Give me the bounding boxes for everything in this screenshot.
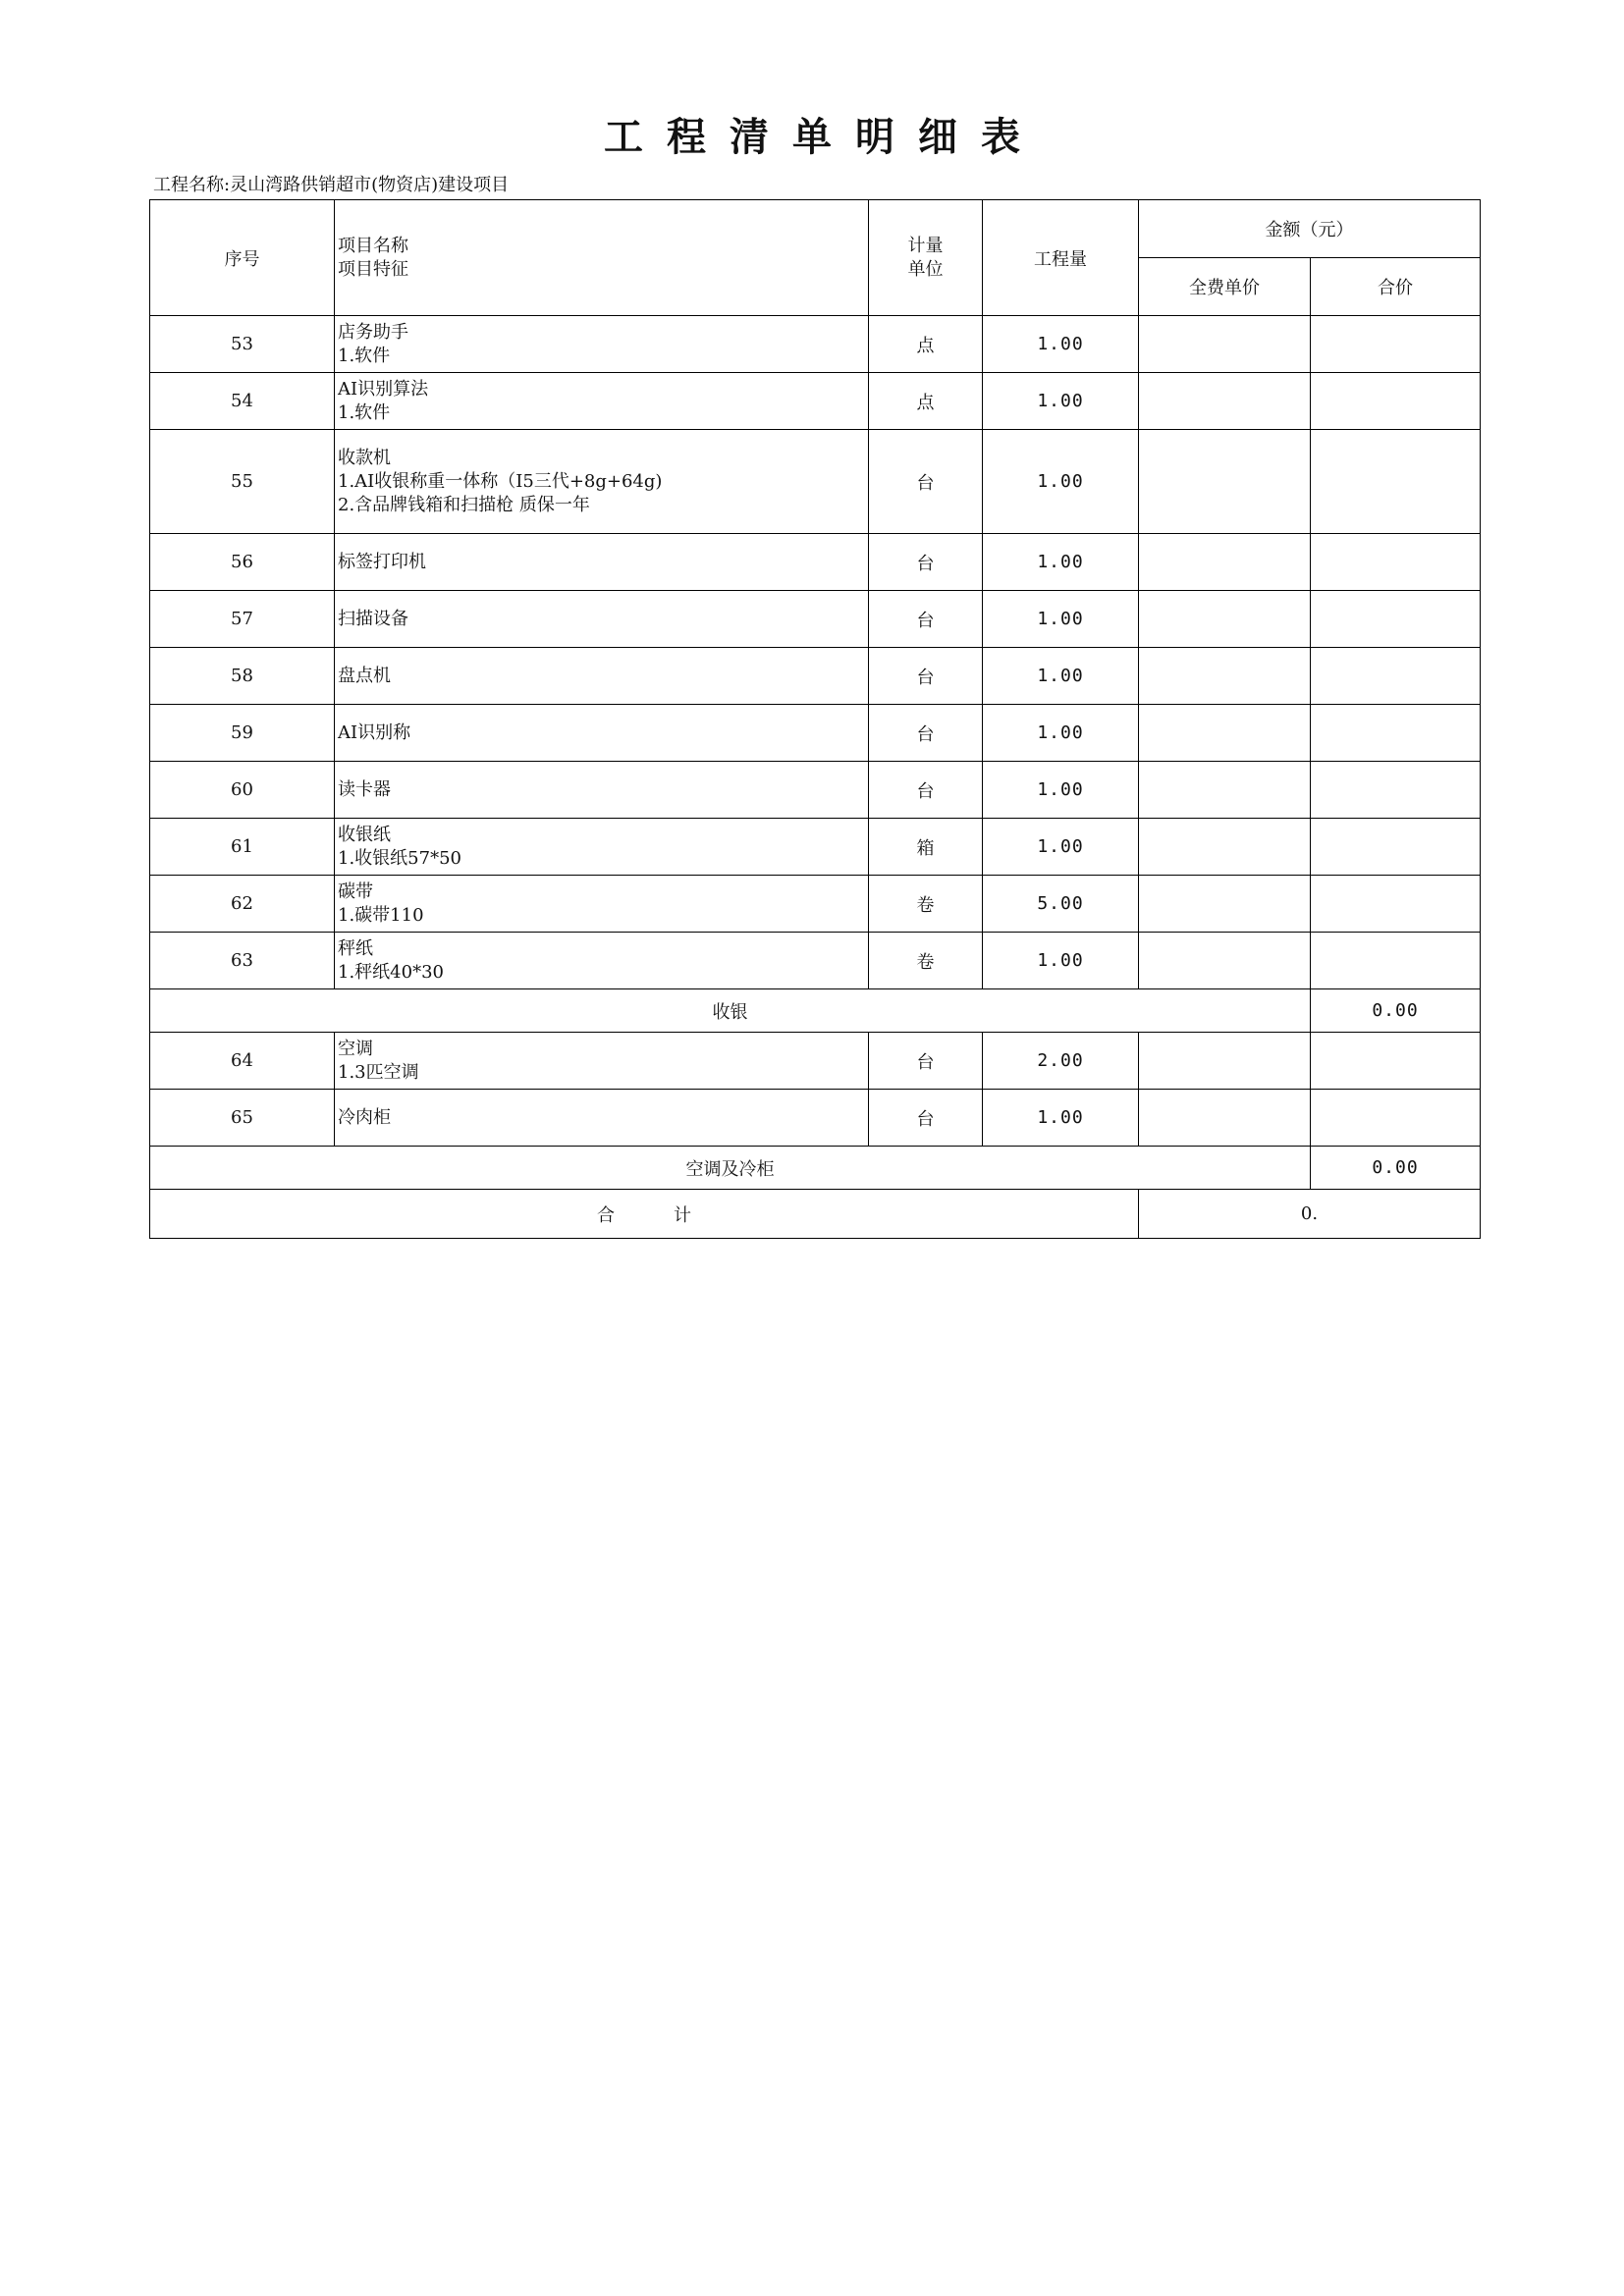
row-quantity: 1.00 <box>983 648 1139 705</box>
row-item-line: 空调 <box>338 1038 373 1059</box>
row-quantity: 1.00 <box>983 534 1139 591</box>
row-item-line: 1.AI收银称重一体称（I5三代+8g+64g) <box>338 470 663 492</box>
row-total-price <box>1311 705 1481 762</box>
row-item-name <box>335 316 869 373</box>
row-total-price <box>1311 1090 1481 1147</box>
page-title: 工程清单明细表 <box>604 115 1044 160</box>
table-row <box>150 1090 1481 1147</box>
row-unit: 台 <box>869 1033 983 1090</box>
row-total-price <box>1311 876 1481 933</box>
row-item-name <box>335 648 869 705</box>
row-seq: 54 <box>150 373 335 430</box>
row-total-price <box>1311 430 1481 534</box>
row-seq: 55 <box>150 430 335 534</box>
row-item-line: 碳带 <box>338 881 373 902</box>
row-item-line: 1.碳带110 <box>338 904 424 926</box>
grand-total-label: 合计 <box>150 1190 1139 1239</box>
row-quantity: 1.00 <box>983 933 1139 989</box>
table-row <box>150 1033 1481 1090</box>
row-unit: 台 <box>869 591 983 648</box>
row-unit-price <box>1139 1090 1311 1147</box>
row-total-price <box>1311 591 1481 648</box>
table-row <box>150 316 1481 373</box>
subtotal-row-cashier <box>150 989 1481 1033</box>
row-seq: 60 <box>150 762 335 819</box>
table-row <box>150 705 1481 762</box>
row-item-line: 1.软件 <box>338 345 391 366</box>
row-item-name <box>335 534 869 591</box>
row-unit-price <box>1139 316 1311 373</box>
row-item-line: 冷肉柜 <box>338 1106 391 1128</box>
row-total-price <box>1311 762 1481 819</box>
header-name-line2: 项目特征 <box>338 258 408 280</box>
row-unit: 台 <box>869 1090 983 1147</box>
row-unit-price <box>1139 648 1311 705</box>
row-seq: 65 <box>150 1090 335 1147</box>
grand-total-value: 0. <box>1139 1190 1481 1239</box>
row-unit: 卷 <box>869 933 983 989</box>
row-unit-price <box>1139 819 1311 876</box>
row-total-price <box>1311 534 1481 591</box>
row-unit: 台 <box>869 648 983 705</box>
row-quantity: 1.00 <box>983 430 1139 534</box>
row-quantity: 1.00 <box>983 1090 1139 1147</box>
header-unit <box>869 200 983 316</box>
row-item-line: 1.3匹空调 <box>338 1061 419 1083</box>
header-unit-line1: 计量 <box>907 235 944 256</box>
row-seq: 63 <box>150 933 335 989</box>
row-unit-price <box>1139 1033 1311 1090</box>
table-row <box>150 430 1481 534</box>
row-unit: 台 <box>869 705 983 762</box>
row-item-line: AI识别称 <box>338 721 411 743</box>
row-seq: 61 <box>150 819 335 876</box>
row-seq: 56 <box>150 534 335 591</box>
row-quantity: 1.00 <box>983 762 1139 819</box>
row-unit: 台 <box>869 762 983 819</box>
header-name <box>335 200 869 316</box>
table-row <box>150 762 1481 819</box>
table-row <box>150 534 1481 591</box>
row-total-price <box>1311 933 1481 989</box>
row-seq: 57 <box>150 591 335 648</box>
table-row <box>150 819 1481 876</box>
row-total-price <box>1311 373 1481 430</box>
subtotal-value: 0.00 <box>1311 1147 1481 1190</box>
header-unit-line2: 单位 <box>907 258 944 280</box>
row-unit-price <box>1139 373 1311 430</box>
row-unit-price <box>1139 591 1311 648</box>
row-item-name <box>335 762 869 819</box>
project-name: 工程名称:灵山湾路供销超市(物资店)建设项目 <box>153 175 510 195</box>
row-item-name <box>335 933 869 989</box>
table-row <box>150 933 1481 989</box>
row-unit-price <box>1139 430 1311 534</box>
row-quantity: 1.00 <box>983 591 1139 648</box>
table-row <box>150 876 1481 933</box>
row-item-line: 秤纸 <box>338 937 373 959</box>
subtotal-row-aircon <box>150 1147 1481 1190</box>
row-item-line: 1.收银纸57*50 <box>338 847 461 869</box>
row-unit-price <box>1139 534 1311 591</box>
row-seq: 53 <box>150 316 335 373</box>
grand-total-row <box>150 1190 1481 1239</box>
row-item-line: 收款机 <box>338 447 391 468</box>
row-item-name <box>335 430 869 534</box>
header-unit-price: 全费单价 <box>1139 258 1311 316</box>
row-quantity: 5.00 <box>983 876 1139 933</box>
table-row <box>150 373 1481 430</box>
row-item-name <box>335 591 869 648</box>
row-total-price <box>1311 819 1481 876</box>
bill-table <box>149 199 1481 1239</box>
header-seq: 序号 <box>150 200 335 316</box>
row-unit: 箱 <box>869 819 983 876</box>
row-item-line: 盘点机 <box>338 665 391 686</box>
row-quantity: 1.00 <box>983 316 1139 373</box>
row-item-name <box>335 819 869 876</box>
row-quantity: 1.00 <box>983 373 1139 430</box>
row-seq: 62 <box>150 876 335 933</box>
header-quantity: 工程量 <box>983 200 1139 316</box>
row-total-price <box>1311 648 1481 705</box>
row-unit: 卷 <box>869 876 983 933</box>
row-seq: 58 <box>150 648 335 705</box>
row-item-line: 扫描设备 <box>338 608 408 629</box>
row-unit-price <box>1139 876 1311 933</box>
row-unit: 台 <box>869 534 983 591</box>
table-row <box>150 591 1481 648</box>
row-unit: 点 <box>869 373 983 430</box>
row-unit-price <box>1139 933 1311 989</box>
row-item-name <box>335 1090 869 1147</box>
row-quantity: 1.00 <box>983 819 1139 876</box>
subtotal-label: 收银 <box>150 989 1311 1033</box>
row-item-name <box>335 373 869 430</box>
header-total-price: 合价 <box>1311 258 1481 316</box>
row-item-line: 标签打印机 <box>338 551 426 572</box>
row-item-name <box>335 1033 869 1090</box>
row-quantity: 2.00 <box>983 1033 1139 1090</box>
row-item-line: 1.软件 <box>338 401 391 423</box>
header-amount: 金额（元） <box>1139 200 1481 258</box>
row-item-line: 店务助手 <box>338 321 408 343</box>
row-item-line: 1.秤纸40*30 <box>338 961 444 983</box>
row-total-price <box>1311 1033 1481 1090</box>
row-item-line: 读卡器 <box>338 778 391 800</box>
row-seq: 64 <box>150 1033 335 1090</box>
row-item-name <box>335 876 869 933</box>
subtotal-label: 空调及冷柜 <box>150 1147 1311 1190</box>
row-quantity: 1.00 <box>983 705 1139 762</box>
row-unit-price <box>1139 705 1311 762</box>
row-item-line: 收银纸 <box>338 824 391 845</box>
row-unit-price <box>1139 762 1311 819</box>
header-row <box>150 200 1481 258</box>
subtotal-value: 0.00 <box>1311 989 1481 1033</box>
row-item-line: AI识别算法 <box>338 378 429 400</box>
row-unit: 台 <box>869 430 983 534</box>
row-seq: 59 <box>150 705 335 762</box>
row-item-name <box>335 705 869 762</box>
table-row <box>150 648 1481 705</box>
header-name-line1: 项目名称 <box>338 235 408 256</box>
row-total-price <box>1311 316 1481 373</box>
row-unit: 点 <box>869 316 983 373</box>
row-item-line: 2.含品牌钱箱和扫描枪 质保一年 <box>338 494 590 515</box>
